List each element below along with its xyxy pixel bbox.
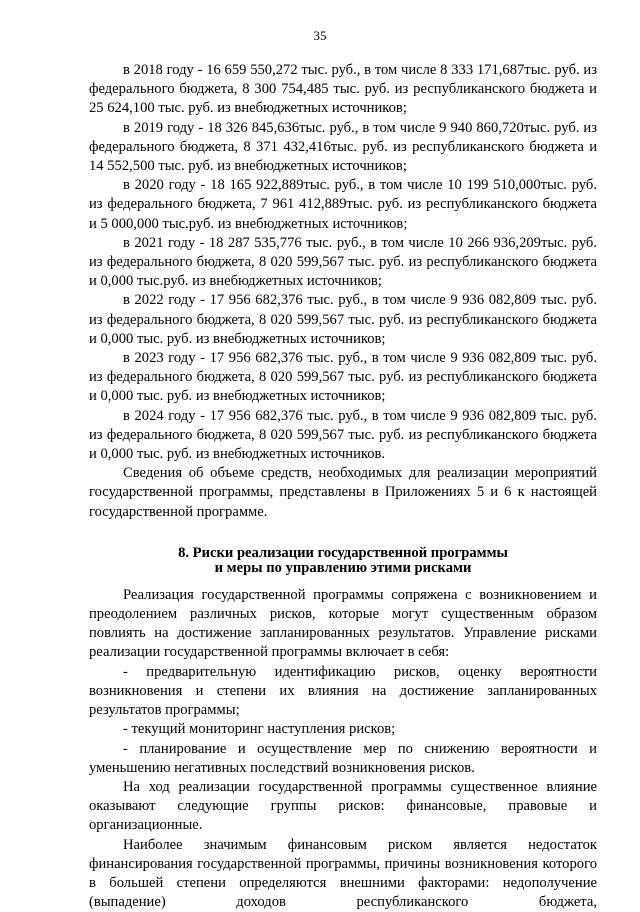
funding-note: Сведения об объеме средств, необходимых для реализации мероприятий государственной программы, представлены в Приложениях 5 и 6 к настоящей государственной программе. [89,465,597,520]
funding-2021: в 2021 году - 18 287 535,776 тыс. руб., в том числе 10 266 936,209тыс. руб. из федерального бюджета, 8 020 599,567 тыс. руб. из республиканского бюджета и 0,000 тыс.руб. из внебюджетных источников; [89,234,597,290]
section-body [89,586,597,912]
funding-2024: в 2024 году - 17 956 682,376 тыс. руб., в том числе 9 936 082,809 тыс. руб. из федерального бюджета, 8 020 599,567 тыс. руб. из республиканского бюджета и 0,000 тыс. руб. из внебюджетных источников. [89,407,597,463]
funding-2020: в 2020 году - 18 165 922,889тыс. руб., в том числе 10 199 510,000тыс. руб. из федерального бюджета, 7 961 412,889тыс. руб. из республиканского бюджета и 5 000,000 тыс.руб. из внебюджетных источников; [89,177,597,232]
risk-list-item-monitoring: - текущий мониторинг наступления рисков; [123,721,396,738]
funding-2018: в 2018 году - 16 659 550,272 тыс. руб., в том числе 8 333 171,687тыс. руб. из федерального бюджета, 8 300 754,485 тыс. руб. из республиканского бюджета и 25 624,100 тыс. руб. из внебюджетных источников; [89,62,597,117]
page-content [89,61,597,912]
section-heading [89,546,597,576]
risk-list-item-planning: - планирование и осуществление мер по снижению вероятности и уменьшению негативных последствий возникновения рисков. [89,740,597,776]
financial-risk-paragraph: Наиболее значимым финансовым риском является недостаток финансирования государственной программы, причины возникновения которого в большей степени определяются внешними факторами: недополучение (выпадение) доходов республиканского бюджета, [89,836,597,911]
page-number: 35 [313,28,327,43]
funding-2022: в 2022 году - 17 956 682,376 тыс. руб., в том числе 9 936 082,809 тыс. руб. из федерального бюджета, 8 020 599,567 тыс. руб. из республиканского бюджета и 0,000 тыс. руб. из внебюджетных источников; [89,292,597,347]
funding-2023: в 2023 году - 17 956 682,376 тыс. руб., в том числе 9 936 082,809 тыс. руб. из федерального бюджета, 8 020 599,567 тыс. руб. из республиканского бюджета и 0,000 тыс. руб. из внебюджетных источников; [89,350,597,405]
funding-2019: в 2019 году - 18 326 845,636тыс. руб., в том числе 9 940 860,720тыс. руб. из федерального бюджета, 8 371 432,416тыс. руб. из республиканского бюджета и 14 552,500 тыс. руб. из внебюджетных источников; [89,119,597,175]
risk-groups-paragraph: На ход реализации государственной программы существенное влияние оказывают следующие группы рисков: финансовые, правовые и организационные. [89,778,597,834]
section-heading-line-2: и меры по управлению этими рисками [214,559,472,576]
risk-list-item-identification: - предварительную идентификацию рисков, оценку вероятности возникновения и степени их влияния на достижение запланированных результатов программы; [89,663,597,719]
risk-intro-paragraph: Реализация государственной программы сопряжена с возникновением и преодолением различных рисков, которые могут существенным образом повлиять на достижение запланированных результатов. Управление рисками реализации государственной программы включает в себя: [89,586,597,661]
section-heading-line-1: 8. Риски реализации государственной программы [178,544,508,561]
